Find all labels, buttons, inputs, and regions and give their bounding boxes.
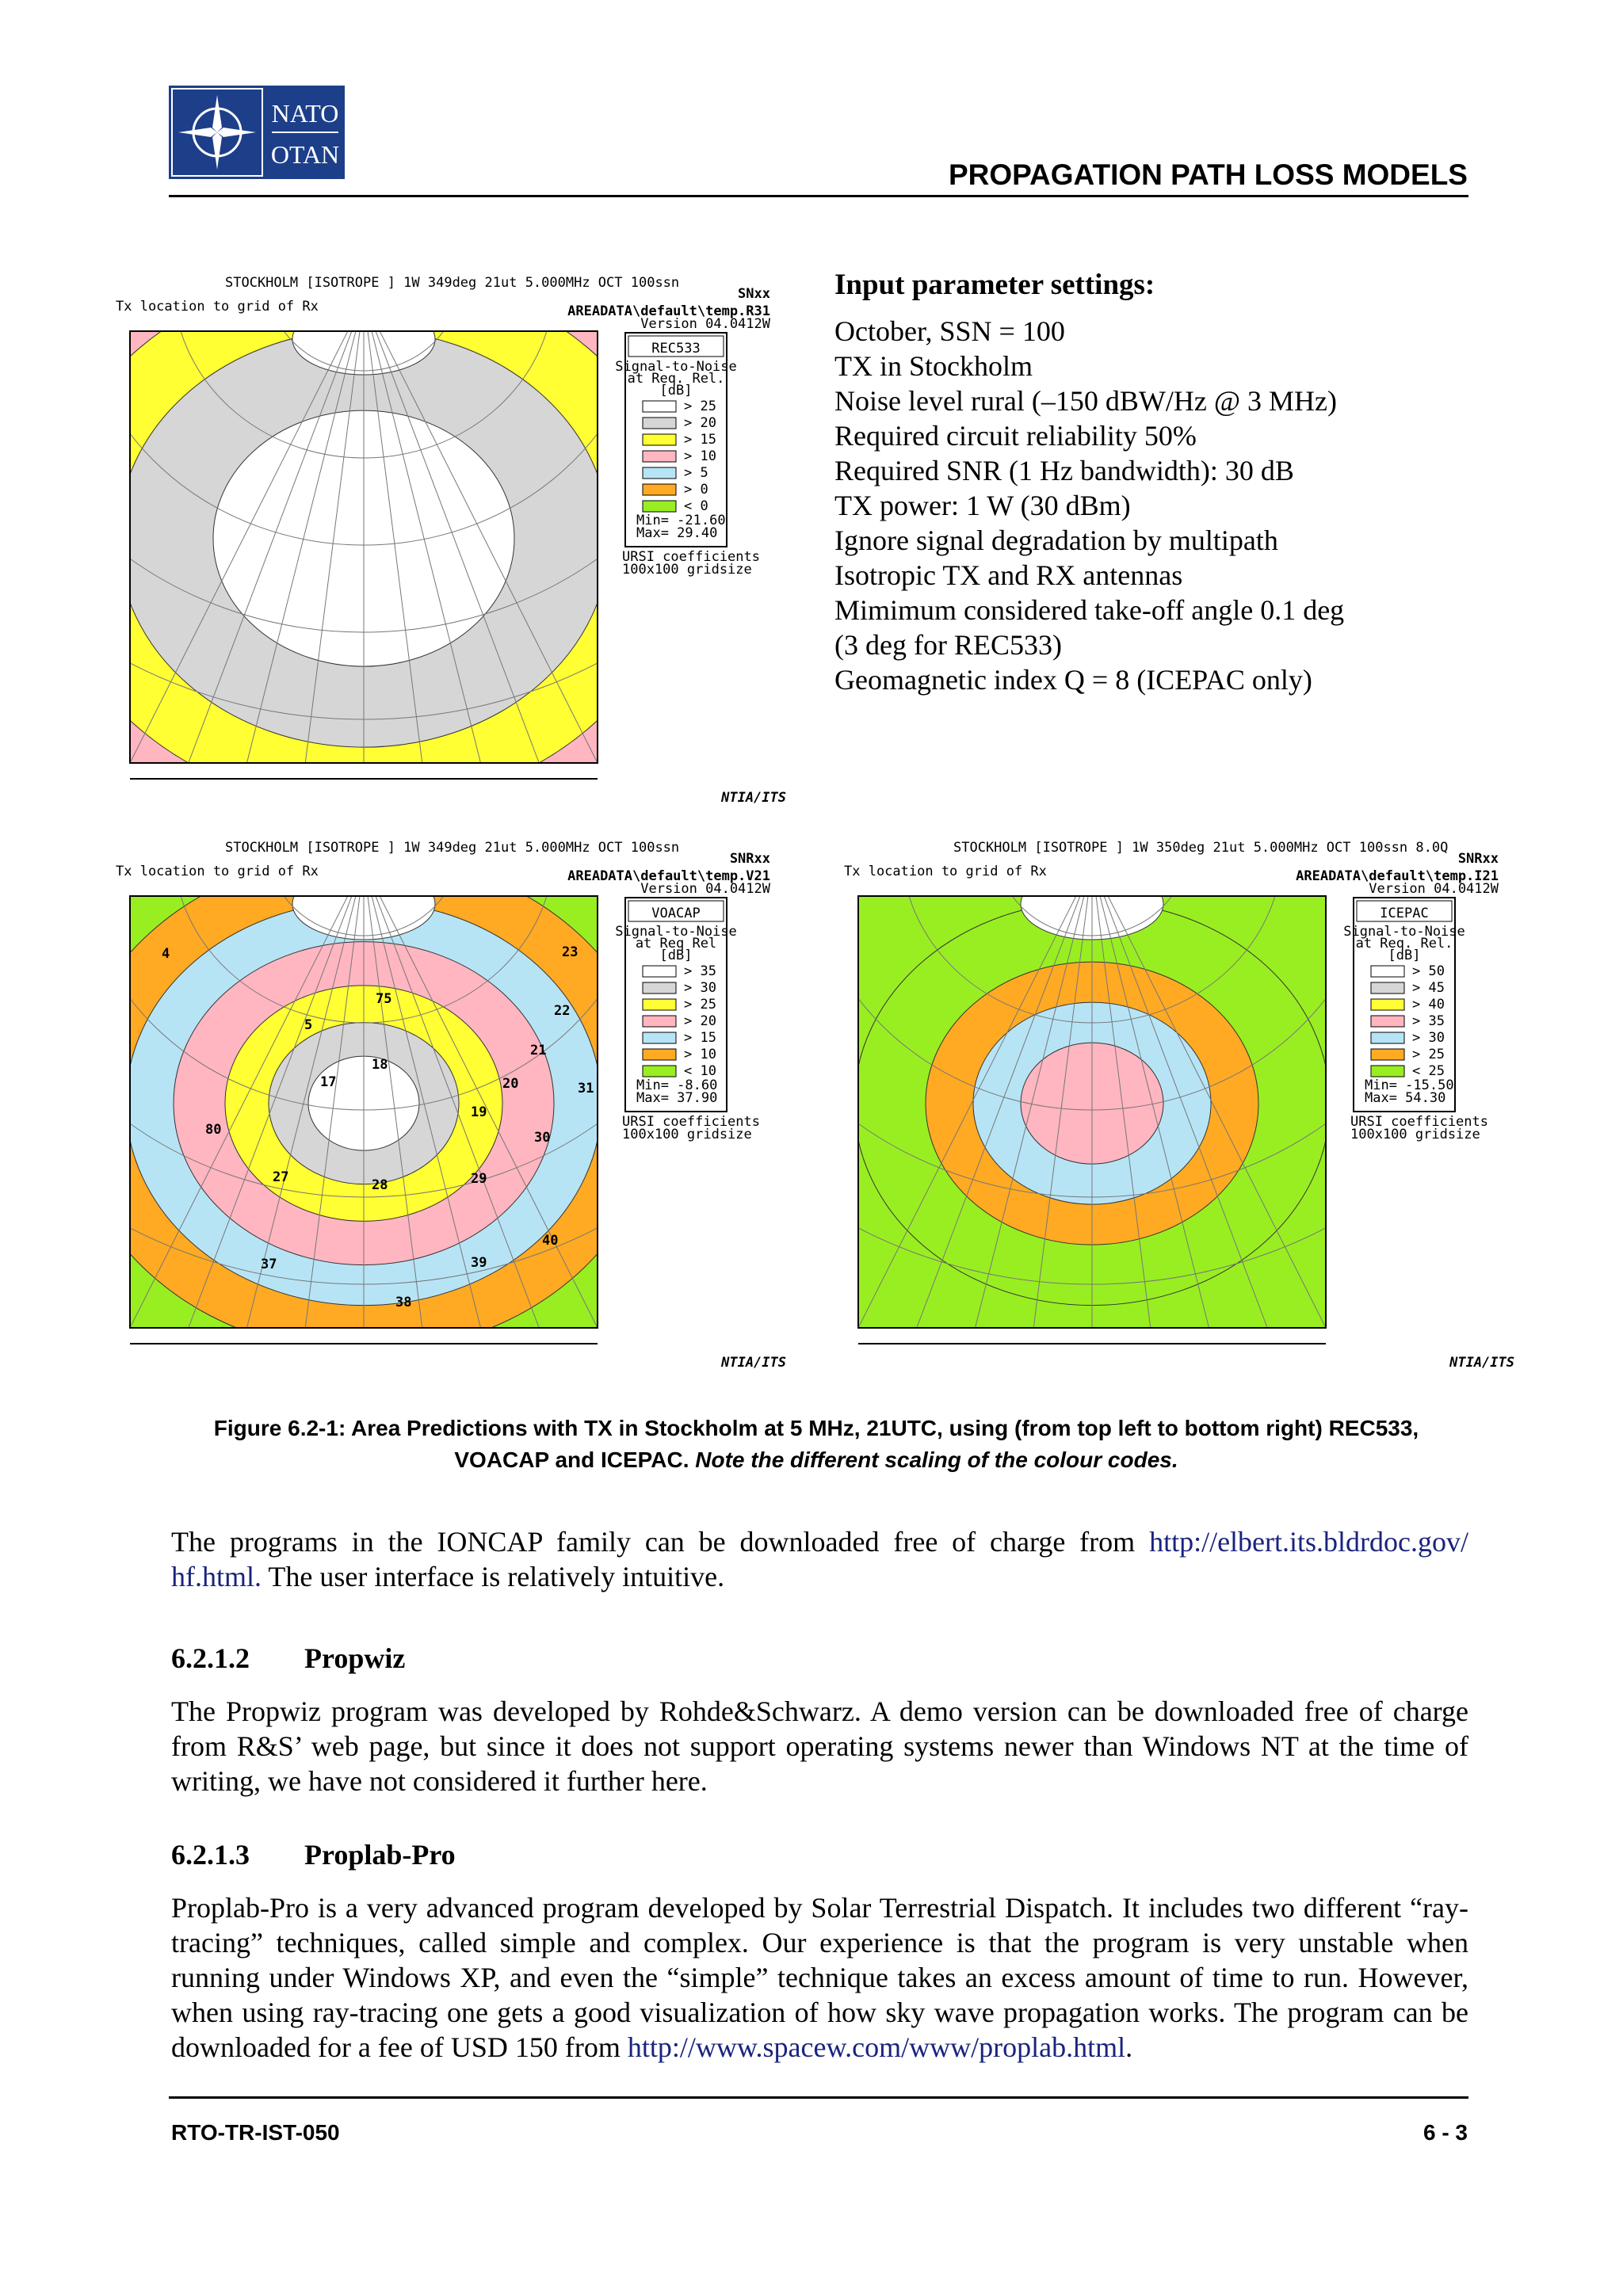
contour-label: 5	[304, 1017, 313, 1033]
contour-label: 39	[471, 1255, 487, 1271]
legend-item: > 25	[1412, 1047, 1445, 1062]
legend-item: > 35	[684, 963, 716, 979]
map-credit: NTIA/ITS	[1449, 1355, 1514, 1371]
map-title: STOCKHOLM [ISOTROPE ] 1W 350deg 21ut 5.000MHz OCT 100ssn 8.0Q	[953, 840, 1449, 856]
map-voacap	[106, 834, 800, 1373]
contour-label: 23	[562, 944, 579, 960]
legend-model: VOACAP	[651, 906, 701, 921]
legend-swatch	[643, 966, 676, 977]
legend-max: Max= 29.40	[636, 525, 718, 541]
legend-title: Signal-to-Noise	[1343, 924, 1465, 940]
contour-label: 80	[205, 1122, 222, 1138]
header-title: PROPAGATION PATH LOSS MODELS	[948, 158, 1468, 191]
legend-gridsize: 100x100 gridsize	[622, 1127, 752, 1142]
param-line: Ignore signal degradation by multipath	[834, 524, 1278, 556]
section-title: Propwiz	[304, 1642, 406, 1674]
legend-max: Max= 37.90	[636, 1090, 718, 1106]
footer-rule	[169, 2096, 1468, 2099]
legend-swatch	[643, 1016, 676, 1027]
section-number: 6.2.1.2	[171, 1642, 250, 1674]
legend-swatch	[1371, 1016, 1404, 1027]
contour-label: 29	[471, 1171, 487, 1187]
contour-label: 38	[395, 1295, 412, 1310]
legend-swatch	[1371, 1066, 1404, 1077]
legend-item: > 10	[684, 1047, 716, 1062]
legend-item: < 25	[1412, 1063, 1445, 1079]
map-file: AREADATA\default\temp.R31	[567, 303, 770, 319]
legend-item: > 30	[1412, 1030, 1445, 1046]
contour-label: 37	[261, 1257, 277, 1272]
legend-item: > 15	[684, 432, 716, 448]
legend-min: Min= -15.50	[1365, 1077, 1454, 1093]
param-line: Mimimum considered take-off angle 0.1 deg	[834, 594, 1345, 626]
legend-swatch	[643, 1049, 676, 1060]
legend-gridsize: 100x100 gridsize	[1350, 1127, 1480, 1142]
legend-swatch	[643, 1066, 676, 1077]
legend-swatch	[643, 418, 676, 429]
legend-item: < 0	[684, 498, 708, 514]
proplab-link[interactable]: http://www.spacew.com/www/proplab.html	[627, 2031, 1126, 2063]
legend-title: Signal-to-Noise	[615, 359, 737, 375]
legend-item: > 25	[684, 997, 716, 1013]
contour-label: 28	[372, 1177, 388, 1193]
param-line: Required circuit reliability 50%	[834, 420, 1197, 452]
legend-swatch	[1371, 1032, 1404, 1043]
legend-min: Min= -8.60	[636, 1077, 718, 1093]
caption-text: Figure 6.2-1: Area Predictions with TX in Stockholm at 5 MHz, 21UTC, using (from top left to bottom right) REC533, VOACAP and ICEPAC.	[213, 1416, 1419, 1472]
legend-swatch	[643, 982, 676, 994]
legend-item: > 20	[684, 1013, 716, 1029]
map-title: STOCKHOLM [ISOTROPE ] 1W 349deg 21ut 5.000MHz OCT 100ssn	[225, 840, 680, 856]
paragraph-ioncap	[171, 1524, 1468, 1594]
legend-item: > 20	[684, 415, 716, 431]
legend-gridsize: 100x100 gridsize	[622, 562, 752, 578]
map-code: SNxx	[738, 286, 770, 302]
legend-swatch	[643, 1032, 676, 1043]
figure-caption	[182, 1413, 1450, 1476]
footer-report-id: RTO-TR-IST-050	[171, 2120, 340, 2145]
input-parameters	[834, 268, 1468, 697]
map-version: Version 04.0412W	[1369, 881, 1499, 897]
map-file: AREADATA\default\temp.I21	[1296, 868, 1499, 884]
legend-min: Min= -21.60	[636, 513, 726, 528]
logo-text-nato: NATO	[271, 99, 339, 128]
legend-item: > 35	[1412, 1013, 1445, 1029]
contour-label: 21	[530, 1043, 547, 1058]
nato-logo	[169, 86, 345, 179]
legend-item: > 50	[1412, 963, 1445, 979]
legend-title: at Req. Rel.	[627, 371, 725, 387]
contour-label: 22	[554, 1003, 571, 1019]
contour-label: 4	[162, 946, 170, 962]
legend-title: at Req Rel	[635, 936, 717, 952]
map-version: Version 04.0412W	[640, 881, 770, 897]
contour-label: 40	[542, 1233, 559, 1249]
param-line: Isotropic TX and RX antennas	[834, 559, 1183, 591]
paragraph-proplab	[171, 1890, 1468, 2065]
param-line: Noise level rural (–150 dBW/Hz @ 3 MHz)	[834, 385, 1337, 417]
param-line: October, SSN = 100	[834, 315, 1065, 347]
legend-title: [dB]	[659, 383, 693, 399]
map-subtitle: Tx location to grid of Rx	[116, 864, 319, 879]
map-subtitle: Tx location to grid of Rx	[844, 864, 1047, 879]
legend-title: [dB]	[659, 948, 693, 963]
map-credit: NTIA/ITS	[721, 790, 786, 806]
legend-title: Signal-to-Noise	[615, 924, 737, 940]
contour-label: 19	[471, 1104, 487, 1120]
footer-page-number: 6 - 3	[1423, 2120, 1468, 2145]
contour-label: 30	[534, 1130, 551, 1146]
legend-item: > 25	[684, 399, 716, 414]
map-rec533	[106, 269, 800, 808]
legend-title: [dB]	[1388, 948, 1421, 963]
legend-swatch	[643, 999, 676, 1010]
contour-label: 20	[502, 1076, 519, 1092]
map-version: Version 04.0412W	[640, 316, 770, 332]
param-line: TX in Stockholm	[834, 350, 1033, 382]
param-line: Required SNR (1 Hz bandwidth): 30 dB	[834, 455, 1294, 486]
p1-tail: The user interface is relatively intuitive.	[268, 1561, 725, 1592]
legend-item: > 0	[684, 482, 708, 498]
legend-swatch	[1371, 966, 1404, 977]
contour-label: 75	[376, 991, 392, 1007]
section-heading-proplab	[171, 1838, 456, 1871]
contour-label: 31	[578, 1081, 594, 1097]
legend-model: REC533	[651, 341, 701, 357]
map-file: AREADATA\default\temp.V21	[567, 868, 770, 884]
params-heading: Input parameter settings:	[834, 269, 1155, 301]
section-title: Proplab-Pro	[304, 1839, 456, 1871]
logo-text-otan: OTAN	[270, 140, 340, 169]
legend-item: > 5	[684, 465, 708, 481]
p1-text: The programs in the IONCAP family can be downloaded free of charge from	[171, 1526, 1136, 1558]
param-line: (3 deg for REC533)	[834, 629, 1062, 661]
legend-swatch	[643, 401, 676, 412]
paragraph-propwiz: The Propwiz program was developed by Rohde&Schwarz. A demo version can be downloaded free of charge from R&S’ web page, but since it does not support operating systems newer than Windows NT at the time of writing, we have not considered it further here.	[171, 1695, 1468, 1797]
contour-label: 27	[273, 1169, 289, 1185]
legend-item: > 10	[684, 448, 716, 464]
legend-swatch	[643, 501, 676, 512]
legend-model: ICEPAC	[1380, 906, 1429, 921]
legend-swatch	[643, 484, 676, 495]
p3-text: Proplab-Pro is a very advanced program developed by Solar Terrestrial Dispatch. It includes two different “ray-tracing” techniques, called simple and complex. Our experience is that the program is very unstable when running under Windows XP, and even the “simple” technique takes an excess amount of time to run. However, when using ray-tracing one gets a good visualization of how sky wave propagation works. The program can be downloaded for a fee of USD 150 from	[171, 1892, 1468, 2063]
map-credit: NTIA/ITS	[721, 1355, 786, 1371]
legend-coefficients: URSI coefficients	[1350, 1114, 1488, 1130]
p3-tail: .	[1125, 2031, 1133, 2063]
legend-swatch	[1371, 982, 1404, 994]
legend-item: > 40	[1412, 997, 1445, 1013]
legend-swatch	[1371, 999, 1404, 1010]
param-line: Geomagnetic index Q = 8 (ICEPAC only)	[834, 664, 1312, 696]
param-line: TX power: 1 W (30 dBm)	[834, 490, 1131, 521]
map-subtitle: Tx location to grid of Rx	[116, 299, 319, 315]
ioncap-link[interactable]: http://elbert.its.bldrdoc.gov/ hf.html.	[171, 1526, 1469, 1592]
legend-item: > 30	[684, 980, 716, 996]
contour-label: 18	[372, 1057, 388, 1073]
map-icepac	[834, 834, 1529, 1373]
section-heading-propwiz	[171, 1642, 405, 1675]
legend-max: Max= 54.30	[1365, 1090, 1446, 1106]
legend-item: < 10	[684, 1063, 716, 1079]
legend-coefficients: URSI coefficients	[622, 1114, 760, 1130]
section-number: 6.2.1.3	[171, 1839, 250, 1871]
legend-title: at Req. Rel.	[1355, 936, 1453, 952]
legend-item: > 45	[1412, 980, 1445, 996]
legend-swatch	[643, 451, 676, 462]
contour-label: 17	[320, 1074, 337, 1090]
map-code: SNRxx	[1457, 851, 1499, 867]
legend-swatch	[1371, 1049, 1404, 1060]
caption-note: Note the different scaling of the colour codes.	[695, 1447, 1178, 1472]
header-rule	[169, 195, 1468, 197]
legend-item: > 15	[684, 1030, 716, 1046]
legend-swatch	[643, 434, 676, 445]
legend-coefficients: URSI coefficients	[622, 549, 760, 565]
map-code: SNRxx	[729, 851, 770, 867]
map-title: STOCKHOLM [ISOTROPE ] 1W 349deg 21ut 5.000MHz OCT 100ssn	[225, 275, 680, 291]
legend-swatch	[643, 467, 676, 479]
